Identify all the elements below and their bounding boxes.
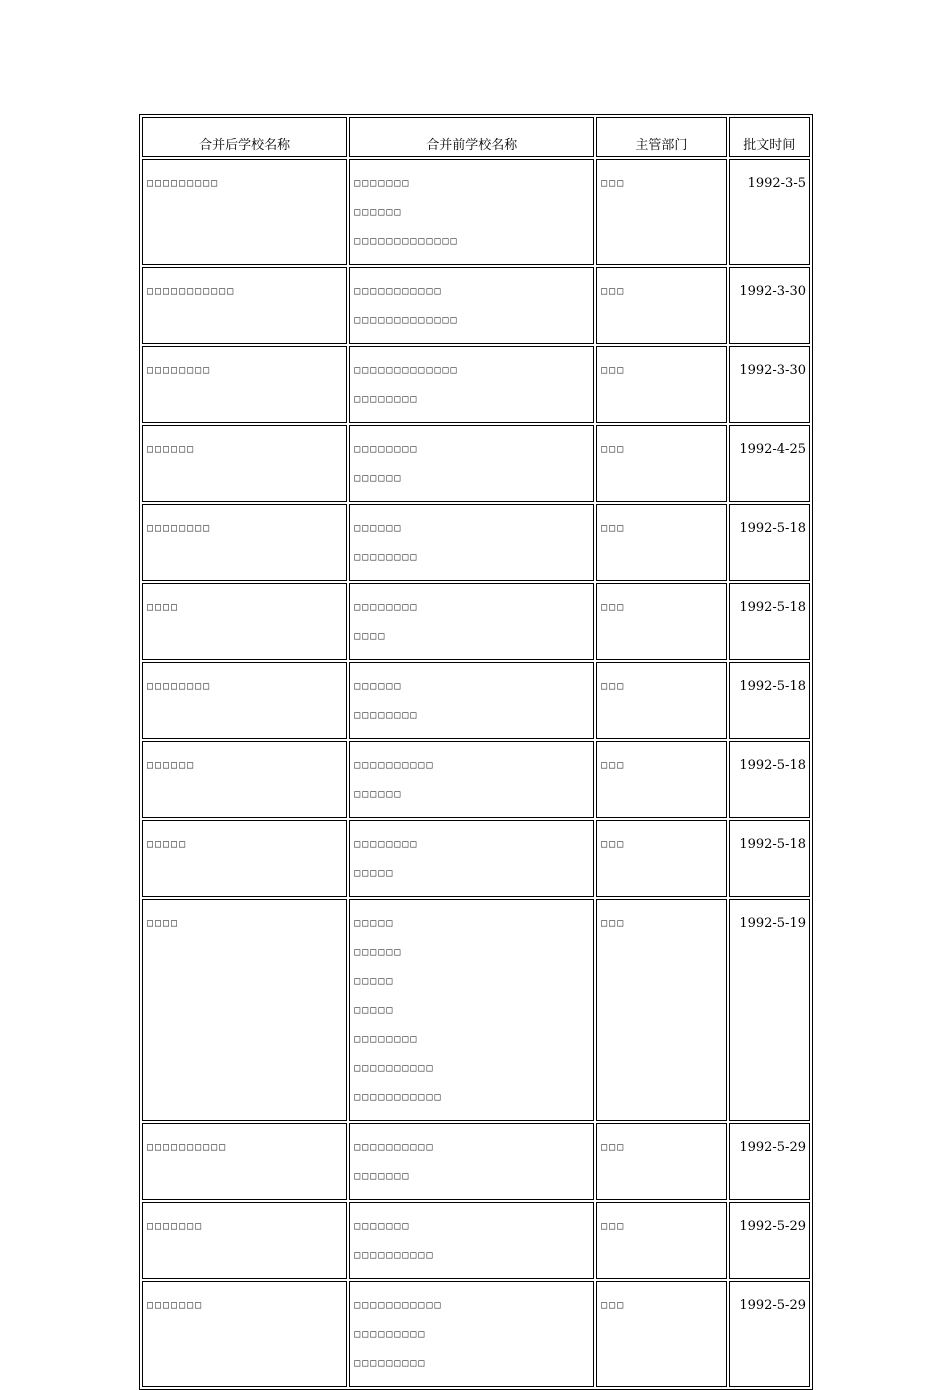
approval-date: 1992-3-30 <box>739 363 806 378</box>
header-department: 主管部门 <box>596 117 726 157</box>
department-name: □□□ <box>601 286 626 297</box>
former-names-cell <box>349 425 594 502</box>
approval-date: 1992-4-25 <box>739 442 806 457</box>
department-name: □□□ <box>601 178 626 189</box>
merged-name-cell <box>142 899 347 1121</box>
department-cell <box>596 267 726 344</box>
approval-date: 1992-5-18 <box>739 600 806 615</box>
approval-date-cell <box>729 662 810 739</box>
table-row <box>142 346 810 423</box>
approval-date-cell <box>729 1281 810 1387</box>
merged-name-cell <box>142 504 347 581</box>
table-row <box>142 1202 810 1279</box>
approval-date-cell <box>729 1202 810 1279</box>
department-cell <box>596 741 726 818</box>
approval-date: 1992-5-18 <box>739 679 806 694</box>
header-former-names: 合并前学校名称 <box>349 117 594 157</box>
former-school-name: □□□□□□□□□□□□□ <box>354 236 459 247</box>
merged-school-name: □□□□ <box>147 918 180 929</box>
former-school-name: □□□□□□□□ <box>354 444 419 455</box>
former-school-name: □□□□□□□□ <box>354 552 419 563</box>
former-names-cell <box>349 820 594 897</box>
table-row <box>142 662 810 739</box>
former-school-name: □□□□□□ <box>354 473 403 484</box>
approval-date-cell <box>729 583 810 660</box>
department-cell <box>596 1281 726 1387</box>
approval-date: 1992-5-29 <box>739 1140 806 1155</box>
former-school-name: □□□□□ <box>354 1005 395 1016</box>
approval-date: 1992-3-5 <box>747 176 806 191</box>
former-school-name: □□□□□□□□□□ <box>354 760 435 771</box>
merged-school-name: □□□□□□□ <box>147 1300 204 1311</box>
former-school-name: □□□□□□□ <box>354 178 411 189</box>
merged-school-name: □□□□□□ <box>147 444 196 455</box>
merged-school-name: □□□□ <box>147 602 180 613</box>
merged-school-name: □□□□□□□ <box>147 1221 204 1232</box>
merged-school-name: □□□□□□□□ <box>147 681 212 692</box>
former-names-cell <box>349 504 594 581</box>
former-school-name: □□□□□□□□ <box>354 394 419 405</box>
former-names-cell <box>349 899 594 1121</box>
merged-school-name: □□□□□□□□ <box>147 523 212 534</box>
former-school-name: □□□□□□□□□□□□□ <box>354 315 459 326</box>
department-cell <box>596 820 726 897</box>
former-school-name: □□□□□□ <box>354 789 403 800</box>
merged-school-name: □□□□□ <box>147 839 188 850</box>
merged-name-cell <box>142 346 347 423</box>
former-school-name: □□□□□□□ <box>354 1221 411 1232</box>
merged-name-cell <box>142 159 347 265</box>
department-cell <box>596 583 726 660</box>
merged-name-cell <box>142 583 347 660</box>
merged-name-cell <box>142 741 347 818</box>
department-name: □□□ <box>601 681 626 692</box>
former-names-cell <box>349 1202 594 1279</box>
department-cell <box>596 504 726 581</box>
department-name: □□□ <box>601 365 626 376</box>
former-names-cell <box>349 741 594 818</box>
former-school-name: □□□□□□□□□□ <box>354 1250 435 1261</box>
department-cell <box>596 899 726 1121</box>
department-cell <box>596 1202 726 1279</box>
department-cell <box>596 346 726 423</box>
former-school-name: □□□□□□□□ <box>354 602 419 613</box>
department-cell <box>596 1123 726 1200</box>
table-row <box>142 159 810 265</box>
merged-name-cell <box>142 662 347 739</box>
former-school-name: □□□□□□□□ <box>354 710 419 721</box>
department-name: □□□ <box>601 1221 626 1232</box>
merged-name-cell <box>142 425 347 502</box>
department-name: □□□ <box>601 918 626 929</box>
merged-name-cell <box>142 820 347 897</box>
former-school-name: □□□□□□ <box>354 947 403 958</box>
table-row <box>142 820 810 897</box>
merged-school-name: □□□□□□□□ <box>147 365 212 376</box>
former-school-name: □□□□ <box>354 631 387 642</box>
table-row <box>142 504 810 581</box>
approval-date-cell <box>729 820 810 897</box>
former-school-name: □□□□□□□□□□□□□ <box>354 365 459 376</box>
approval-date-cell <box>729 741 810 818</box>
header-merged-name: 合并后学校名称 <box>142 117 347 157</box>
approval-date: 1992-5-29 <box>739 1219 806 1234</box>
former-school-name: □□□□□□□□□□□ <box>354 1092 443 1103</box>
approval-date-cell <box>729 346 810 423</box>
department-name: □□□ <box>601 444 626 455</box>
approval-date-cell <box>729 159 810 265</box>
former-school-name: □□□□□□□□□□ <box>354 1142 435 1153</box>
former-school-name: □□□□□□□□□ <box>354 1329 427 1340</box>
approval-date: 1992-3-30 <box>739 284 806 299</box>
department-name: □□□ <box>601 1300 626 1311</box>
merged-school-name: □□□□□□ <box>147 760 196 771</box>
former-school-name: □□□□□□□□□□ <box>354 1063 435 1074</box>
approval-date-cell <box>729 504 810 581</box>
approval-date: 1992-5-18 <box>739 758 806 773</box>
former-school-name: □□□□□□ <box>354 681 403 692</box>
department-name: □□□ <box>601 523 626 534</box>
approval-date-cell <box>729 1123 810 1200</box>
department-name: □□□ <box>601 602 626 613</box>
department-name: □□□ <box>601 1142 626 1153</box>
merged-school-name: □□□□□□□□□□ <box>147 1142 228 1153</box>
merged-school-name: □□□□□□□□□ <box>147 178 220 189</box>
approval-date: 1992-5-18 <box>739 837 806 852</box>
former-names-cell <box>349 583 594 660</box>
former-names-cell <box>349 267 594 344</box>
former-school-name: □□□□□ <box>354 976 395 987</box>
table-row <box>142 425 810 502</box>
former-names-cell <box>349 159 594 265</box>
former-school-name: □□□□□□□□□ <box>354 1358 427 1369</box>
merged-school-name: □□□□□□□□□□□ <box>147 286 236 297</box>
former-names-cell <box>349 1123 594 1200</box>
header-approval-date: 批文时间 <box>729 117 810 157</box>
department-cell <box>596 662 726 739</box>
merged-name-cell <box>142 1123 347 1200</box>
former-school-name: □□□□□□ <box>354 523 403 534</box>
former-school-name: □□□□□ <box>354 868 395 879</box>
former-names-cell <box>349 662 594 739</box>
table-header-row <box>142 117 810 157</box>
approval-date-cell <box>729 425 810 502</box>
table-row <box>142 583 810 660</box>
approval-date: 1992-5-29 <box>739 1298 806 1313</box>
department-name: □□□ <box>601 839 626 850</box>
approval-date-cell <box>729 267 810 344</box>
merged-name-cell <box>142 1202 347 1279</box>
former-school-name: □□□□□ <box>354 918 395 929</box>
former-school-name: □□□□□□□□ <box>354 1034 419 1045</box>
approval-date: 1992-5-18 <box>739 521 806 536</box>
school-merger-table <box>139 114 813 1390</box>
former-names-cell <box>349 1281 594 1387</box>
merged-name-cell <box>142 1281 347 1387</box>
former-school-name: □□□□□□□□□□□ <box>354 286 443 297</box>
former-school-name: □□□□□□□□□□□ <box>354 1300 443 1311</box>
table-row <box>142 1123 810 1200</box>
approval-date: 1992-5-19 <box>739 916 806 931</box>
former-school-name: □□□□□□□ <box>354 1171 411 1182</box>
table-body <box>142 159 810 1387</box>
table-row <box>142 1281 810 1387</box>
table-row <box>142 267 810 344</box>
approval-date-cell <box>729 899 810 1121</box>
department-name: □□□ <box>601 760 626 771</box>
former-school-name: □□□□□□ <box>354 207 403 218</box>
department-cell <box>596 425 726 502</box>
table-row <box>142 899 810 1121</box>
table-row <box>142 741 810 818</box>
former-names-cell <box>349 346 594 423</box>
department-cell <box>596 159 726 265</box>
merged-name-cell <box>142 267 347 344</box>
former-school-name: □□□□□□□□ <box>354 839 419 850</box>
